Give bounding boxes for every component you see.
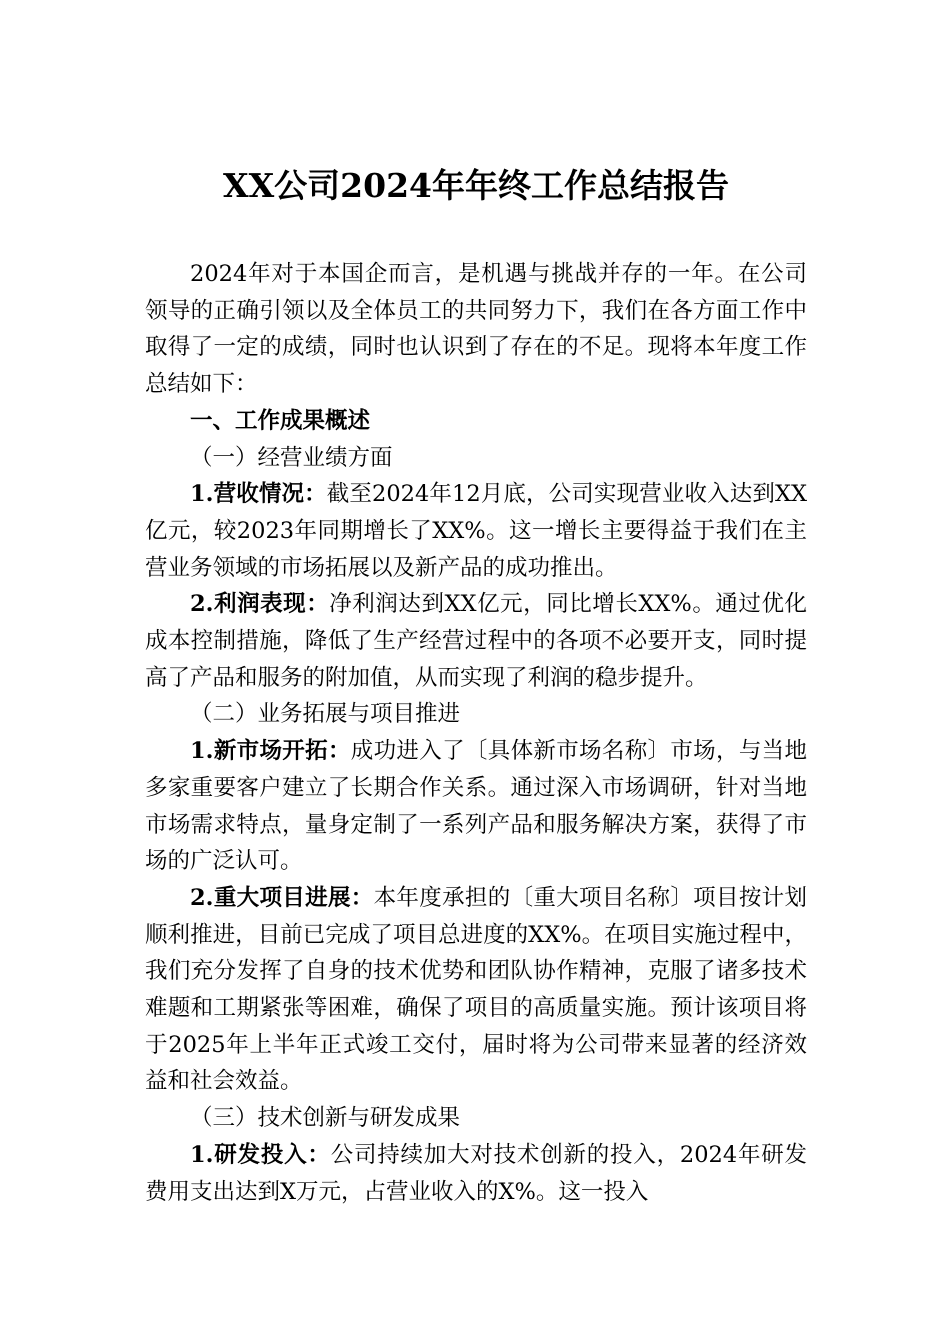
paragraph-new-market bbox=[145, 733, 807, 880]
paragraph-text: 成功进入了〔具体新市场名称〕市场，与当地多家重要客户建立了长期合作关系。通过深入市场调研，针对当地市场需求特点，量身定制了一系列产品和服务解决方案，获得了市场的广泛认可。 bbox=[145, 738, 807, 875]
paragraph-revenue bbox=[145, 476, 807, 586]
subsection-heading-business-performance: （一）经营业绩方面 bbox=[190, 444, 393, 471]
paragraph-text: 本年度承担的〔重大项目名称〕项目按计划顺利推进，目前已完成了项目总进度的XX%。在项目实施过程中，我们充分发挥了自身的技术优势和团队协作精神，克服了诸多技术难题和工期紧张等困难，确保了项目的高质量实施。预计该项目将于2025年上半年正式竣工交付，届时将为公司带来显著的经济效益和社会效益。 bbox=[145, 884, 807, 1095]
paragraph-profit bbox=[145, 586, 807, 696]
paragraph-lead: 1.新市场开拓： bbox=[190, 738, 351, 765]
intro-paragraph: 2024年对于本国企而言，是机遇与挑战并存的一年。在公司领导的正确引领以及全体员工的共同努力下，我们在各方面工作中取得了一定的成绩，同时也认识到了存在的不足。现将本年度工作总结如下： bbox=[145, 261, 807, 398]
paragraph-lead: 2.利润表现： bbox=[190, 591, 330, 618]
paragraph-lead: 2.重大项目进展： bbox=[190, 884, 374, 911]
paragraph-text: 截至2024年12月底，公司实现营业收入达到XX亿元，较2023年同期增长了XX%。这一增长主要得益于我们在主营业务领域的市场拓展以及新产品的成功推出。 bbox=[145, 481, 807, 581]
subsection-heading-business-expansion: （二）业务拓展与项目推进 bbox=[190, 701, 461, 728]
paragraph-text: 公司持续加大对技术创新的投入，2024年研发费用支出达到X万元，占营业收入的X%。这一投入 bbox=[145, 1141, 807, 1205]
paragraph-rd-investment bbox=[145, 1137, 807, 1210]
paragraph-text: 净利润达到XX亿元，同比增长XX%。通过优化成本控制措施，降低了生产经营过程中的各项不必要开支，同时提高了产品和服务的附加值，从而实现了利润的稳步提升。 bbox=[145, 591, 808, 691]
subsection-heading-tech-innovation: （三）技术创新与研发成果 bbox=[190, 1105, 461, 1132]
document-title: XX公司2024年年终工作总结报告 bbox=[222, 166, 730, 205]
paragraph-lead: 1.研发投入： bbox=[190, 1141, 331, 1168]
paragraph-lead: 1.营收情况： bbox=[190, 481, 327, 508]
document-body bbox=[145, 256, 807, 1210]
paragraph-major-project bbox=[145, 880, 807, 1100]
section-heading-work-results: 一、工作成果概述 bbox=[190, 407, 371, 434]
